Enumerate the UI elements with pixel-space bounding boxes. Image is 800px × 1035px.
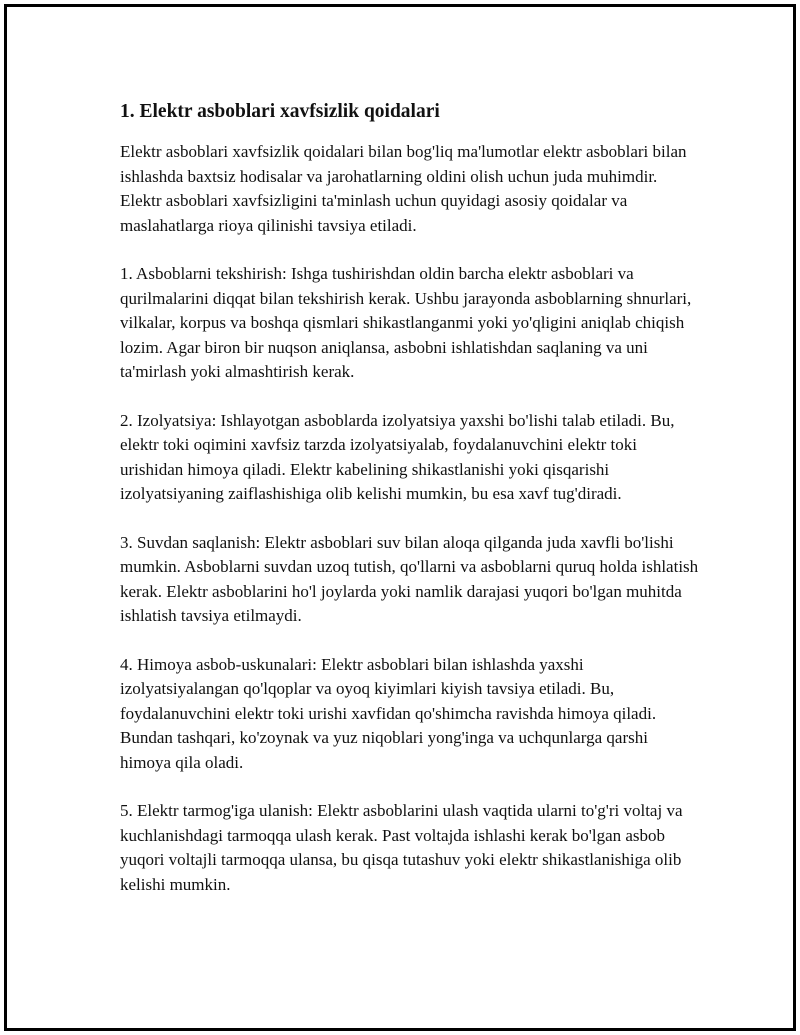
rule-paragraph-3: 3. Suvdan saqlanish: Elektr asboblari suv bilan aloqa qilganda juda xavfli bo'lishi mumkin. Asboblarni suvdan uzoq tutish, qo'llarni va asboblarni quruq holda ishlatish kerak. Elektr asboblarini ho'l joylarda yoki namlik darajasi yuqori bo'lgan muhitda ishlatish tavsiya etilmaydi.: [120, 532, 699, 625]
rule-paragraph-4: 4. Himoya asbob-uskunalari: Elektr asboblari bilan ishlashda yaxshi izolyatsiyalangan qo'lqoplar va oyoq kiyimlari kiyish tavsiya etiladi. Bu, foydalanuvchini elektr toki urishi xavfidan qo'shimcha ravishda himoya qiladi. Bundan tashqari, ko'zoynak va yuz niqoblari yong'inga va uchqunlarga qarshi himoya qila oladi.: [120, 654, 657, 772]
rule-paragraph-2: 2. Izolyatsiya: Ishlayotgan asboblarda izolyatsiya yaxshi bo'lishi talab etiladi. Bu, elektr toki oqimini xavfsiz tarzda izolyatsiyalab, foydalanuvchini elektr toki urishidan himoya qiladi. Elektr kabelining shikastlanishi yoki qisqarishi izolyatsiyaning zaiflashishiga olib kelishi mumkin, bu esa xavf tug'diradi.: [120, 410, 675, 503]
document-title: 1. Elektr asboblari xavfsizlik qoidalari: [120, 101, 440, 122]
document-body: [120, 100, 700, 921]
page-frame: [4, 4, 796, 1031]
rule-paragraph-1: 1. Asboblarni tekshirish: Ishga tushirishdan oldin barcha elektr asboblari va qurilmalarini diqqat bilan tekshirish kerak. Ushbu jarayonda asboblarning shnurlari, vilkalar, korpus va boshqa qismlari shikastlanganmi yoki yo'qligini aniqlab chiqish lozim. Agar biron bir nuqson aniqlansa, asbobni ishlatishdan saqlaning va uni ta'mirlash yoki almashtirish kerak.: [120, 264, 692, 381]
intro-paragraph: Elektr asboblari xavfsizlik qoidalari bilan bog'liq ma'lumotlar elektr asboblari bilan ishlashda baxtsiz hodisalar va jarohatlarning oldini olish uchun juda muhimdir. Elektr asboblari xavfsizligini ta'minlash uchun quyidagi asosiy qoidalar va maslahatlarga rioya qilinishi tavsiya etiladi.: [120, 142, 687, 235]
rule-paragraph-5: 5. Elektr tarmog'iga ulanish: Elektr asboblarini ulash vaqtida ularni to'g'ri voltaj va kuchlanishdagi tarmoqqa ulash kerak. Past voltajda ishlashi kerak bo'lgan asbob yuqori voltajli tarmoqqa ulansa, bu qisqa tutashuv yoki elektr shikastlanishiga olib kelishi mumkin.: [120, 801, 683, 894]
